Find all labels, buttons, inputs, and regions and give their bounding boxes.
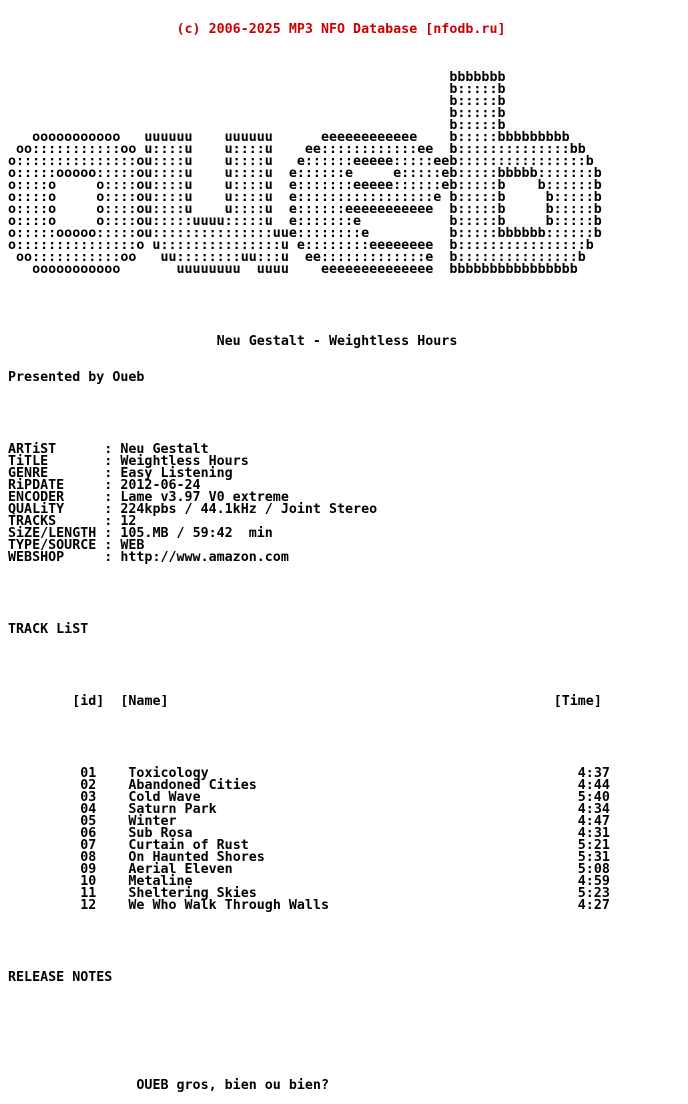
info-value: WEB [120,538,145,553]
info-separator: : [64,502,121,517]
logo-line: o:::::::::::::::o u:::::::::::::::u e::::::::eeeeeeee b::::::::::::::::b [8,238,594,253]
blank-line [8,1044,610,1056]
presented-by: Presented by Oueb [8,370,145,385]
blank-line [8,588,610,600]
track-id: 10 [80,874,97,889]
logo-line: b:::::b [8,106,506,121]
track-time: 4:34 [577,802,610,817]
track-id: 03 [80,790,97,805]
track-list [8,768,610,912]
info-label: TYPE/SOURCE [8,538,97,553]
track-id: 04 [80,802,97,817]
track-name: Winter [128,814,177,829]
info-label: ENCODER [8,490,65,505]
track-name: Saturn Park [128,802,217,817]
release-notes-body: OUEB gros, bien ou bien? [136,1078,329,1093]
notes-indent [8,1078,136,1093]
col-id-header: [id] [72,694,105,709]
track-name: Sub Rosa [128,826,193,841]
info-value: Weightless Hours [120,454,249,469]
info-label: ARTiST [8,442,57,457]
track-time: 5:21 [577,838,610,853]
track-name: On Haunted Shores [128,850,265,865]
col-name-header: [Name] [120,694,169,709]
blank-line [8,660,610,672]
blank-line [8,1008,610,1020]
info-value: Lame v3.97 V0 extreme [120,490,289,505]
blank-line [8,732,610,744]
track-time: 4:31 [577,826,610,841]
info-separator: : [64,490,121,505]
info-separator: : [96,538,121,553]
info-label: WEBSHOP [8,550,65,565]
blank-line [8,300,610,312]
logo-line: ooooooooooo uuuuuu uuuuuu eeeeeeeeeeee b:::::bbbbbbbbb [8,130,570,145]
logo-line: b:::::b [8,82,506,97]
col-time-header: [Time] [553,694,602,709]
info-separator: : [64,478,121,493]
logo-line: o:::::::::::::::ou::::u u::::u e::::::eeeee:::::eeb::::::::::::::::b [8,154,594,169]
info-value: Easy Listening [120,466,233,481]
col-pad [8,694,72,709]
track-name: Aerial Eleven [128,862,233,877]
track-time: 5:31 [577,850,610,865]
info-value: 12 [120,514,137,529]
track-id: 05 [80,814,97,829]
info-row [8,552,610,564]
info-label: RiPDATE [8,478,65,493]
track-id: 06 [80,826,97,841]
release-title: Neu Gestalt - Weightless Hours [8,334,458,349]
track-time: 4:59 [577,874,610,889]
track-name: Cold Wave [128,790,201,805]
track-id: 11 [80,886,97,901]
info-block [8,444,610,564]
col-pad [104,694,120,709]
track-time: 4:37 [577,766,610,781]
logo-line: o::::o o::::ou::::u u::::u e::::::eeeeeeeeeee b:::::b b:::::b [8,202,602,217]
track-time: 4:27 [577,898,610,913]
track-id: 12 [80,898,97,913]
track-id: 01 [80,766,97,781]
logo-line: o::::o o::::ou::::u u::::u e:::::::eeeee::::::eb:::::b b::::::b [8,178,602,193]
track-name: Curtain of Rust [128,838,249,853]
track-id: 02 [80,778,97,793]
track-time: 5:08 [577,862,610,877]
track-time: 5:23 [577,886,610,901]
col-pad [169,694,554,709]
info-separator: : [48,454,121,469]
info-value: Neu Gestalt [120,442,209,457]
info-value: http://www.amazon.com [120,550,289,565]
logo-line: b:::::b [8,94,506,109]
track-id: 08 [80,850,97,865]
info-label: TiTLE [8,454,49,469]
info-label: QUALiTY [8,502,65,517]
release-notes-text [8,1080,610,1092]
info-separator: : [48,466,121,481]
track-time: 4:44 [577,778,610,793]
track-gap [329,898,578,913]
track-name: Metaline [128,874,193,889]
release-notes-heading: RELEASE NOTES [8,970,113,985]
track-row [8,900,610,912]
track-id: 09 [80,862,97,877]
track-name: Sheltering Skies [128,886,257,901]
logo-line: ooooooooooo uuuuuuuu uuuu eeeeeeeeeeeeee bbbbbbbbbbbbbbbb [8,262,578,277]
info-label: SiZE/LENGTH [8,526,97,541]
logo-line: o:::::ooooo:::::ou:::::::::::::::uue::::::::e b:::::bbbbbb::::::b [8,226,602,241]
logo-line: o:::::ooooo:::::ou::::u u::::u e::::::e e:::::eb:::::bbbbb:::::::b [8,166,602,181]
info-label: GENRE [8,466,49,481]
blank-line [8,408,610,420]
logo-line: o::::o o::::ou::::u u::::u e:::::::::::::::::e b:::::b b:::::b [8,190,602,205]
track-gap [96,898,128,913]
info-separator: : [56,442,121,457]
nfo-document [8,0,610,1104]
info-separator: : [56,514,121,529]
track-id: 07 [80,838,97,853]
track-indent [8,898,80,913]
logo-line: oo:::::::::::oo u::::u u::::u ee::::::::::::ee b::::::::::::::bb [8,142,586,157]
logo-line: oo:::::::::::oo uu::::::::uu:::u ee:::::::::::::e b:::::::::::::::b [8,250,586,265]
blank-line [8,936,610,948]
track-time: 4:47 [577,814,610,829]
tracklist-heading: TRACK LiST [8,622,89,637]
ascii-logo [8,60,610,276]
info-separator: : [64,550,121,565]
logo-line: b:::::b [8,118,506,133]
tracklist-header-row [8,696,610,708]
track-name: We Who Walk Through Walls [128,898,329,913]
info-separator: : [96,526,121,541]
logo-line: o::::o o::::ou:::::uuuu:::::u e:::::::e b:::::b b:::::b [8,214,602,229]
info-value: 2012-06-24 [120,478,201,493]
copyright-header: (c) 2006-2025 MP3 NFO Database [nfodb.ru] [8,22,506,37]
track-name: Toxicology [128,766,209,781]
track-name: Abandoned Cities [128,778,257,793]
logo-line: bbbbbbb [8,70,506,85]
info-value: 224kpbs / 44.1kHz / Joint Stereo [120,502,378,517]
track-time: 5:40 [577,790,610,805]
info-label: TRACKS [8,514,57,529]
info-value: 105.MB / 59:42 min [120,526,273,541]
